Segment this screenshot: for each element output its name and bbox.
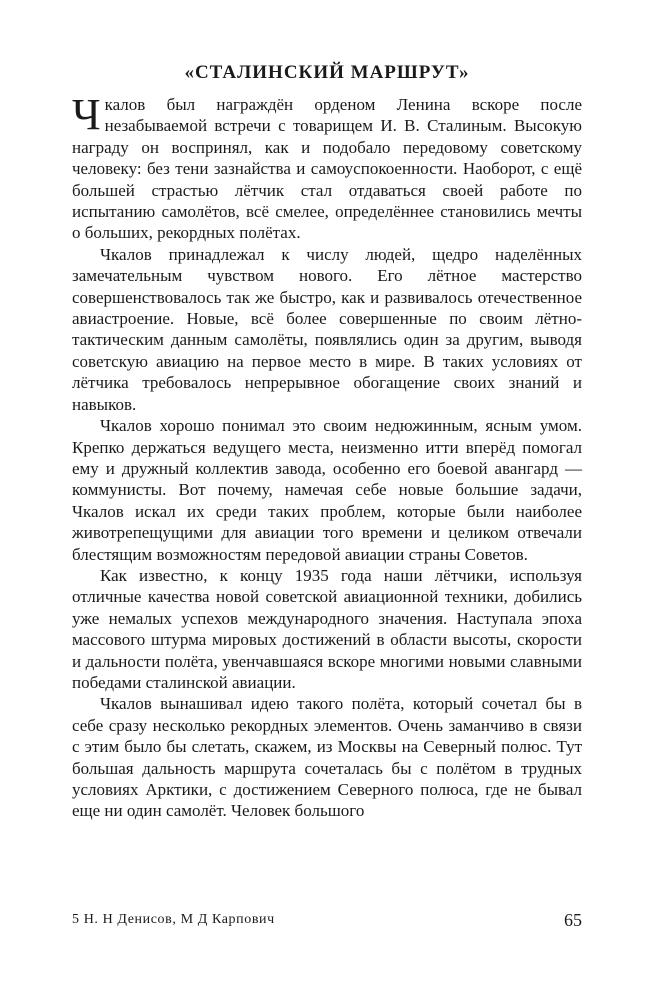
paragraph-1-text: калов был награждён орденом Ленина вскоре после незабываемой встречи с товарищем И. В. Сталиным. Высокую награду он воспринял, как и подобало передовому советскому человеку: без тени зазнайства и самоуспокоенности. Наоборот, с ещё большей страстью лётчик стал отдаваться своей работе по испытанию самолётов, всё смелее, определённее становились мечты о больших, рекордных полётах.: [72, 95, 582, 243]
paragraph-5: Чкалов вынашивал идею такого полёта, который сочетал бы в себе сразу несколько рекордных элементов. Очень заманчиво в связи с этим было бы слетать, скажем, из Москвы на Северный полюс. Тут большая дальность маршрута сочеталась бы с полётом в трудных условиях Арктики, с достижением Северного полюса, где не бывал еще ни один самолёт. Человек большого: [72, 694, 582, 821]
paragraph-2: Чкалов принадлежал к числу людей, щедро наделённых замечательным чувством нового. Его лётное мастерство совершенствовалось так же быстро, как и развивалось отечественное авиастроение. Новые, всё более совершенные по своим лётно-тактическим данным самолёты, появлялись один за другим, выводя советскую авиацию на первое место в мире. В таких условиях от лётчика требовалось непрерывное обогащение своих знаний и навыков.: [72, 244, 582, 414]
page-body: [72, 62, 582, 822]
page-footer: [72, 910, 582, 934]
paragraph-3: Чкалов хорошо понимал это своим недюжинным, ясным умом. Крепко держаться ведущего места, неизменно итти вперёд помогал ему и дружный коллектив завода, особенно его боевой авангард — коммунисты. Вот почему, намечая себе новые большие задачи, Чкалов искал их среди таких проблем, которые были наиболее животрепещущими для авиации того времени и целиком отвечали блестящим возможностям передовой авиации страны Советов.: [72, 416, 582, 564]
paragraph-1: [72, 90, 582, 244]
chapter-title: «СТАЛИНСКИЙ МАРШРУТ»: [184, 62, 470, 83]
signature-mark: 5 Н. Н Денисов, М Д Карпович: [72, 912, 275, 927]
paragraph-4: Как известно, к концу 1935 года наши лётчики, используя отличные качества новой советской авиационной техники, добились уже немалых успехов международного значения. Наступала эпоха массового штурма мировых достижений в области высоты, скорости и дальности полёта, увенчавшаяся вскоре многими новыми славными победами сталинской авиации.: [72, 565, 582, 692]
page-number: 65: [564, 910, 582, 930]
drop-cap: Ч: [72, 90, 101, 139]
